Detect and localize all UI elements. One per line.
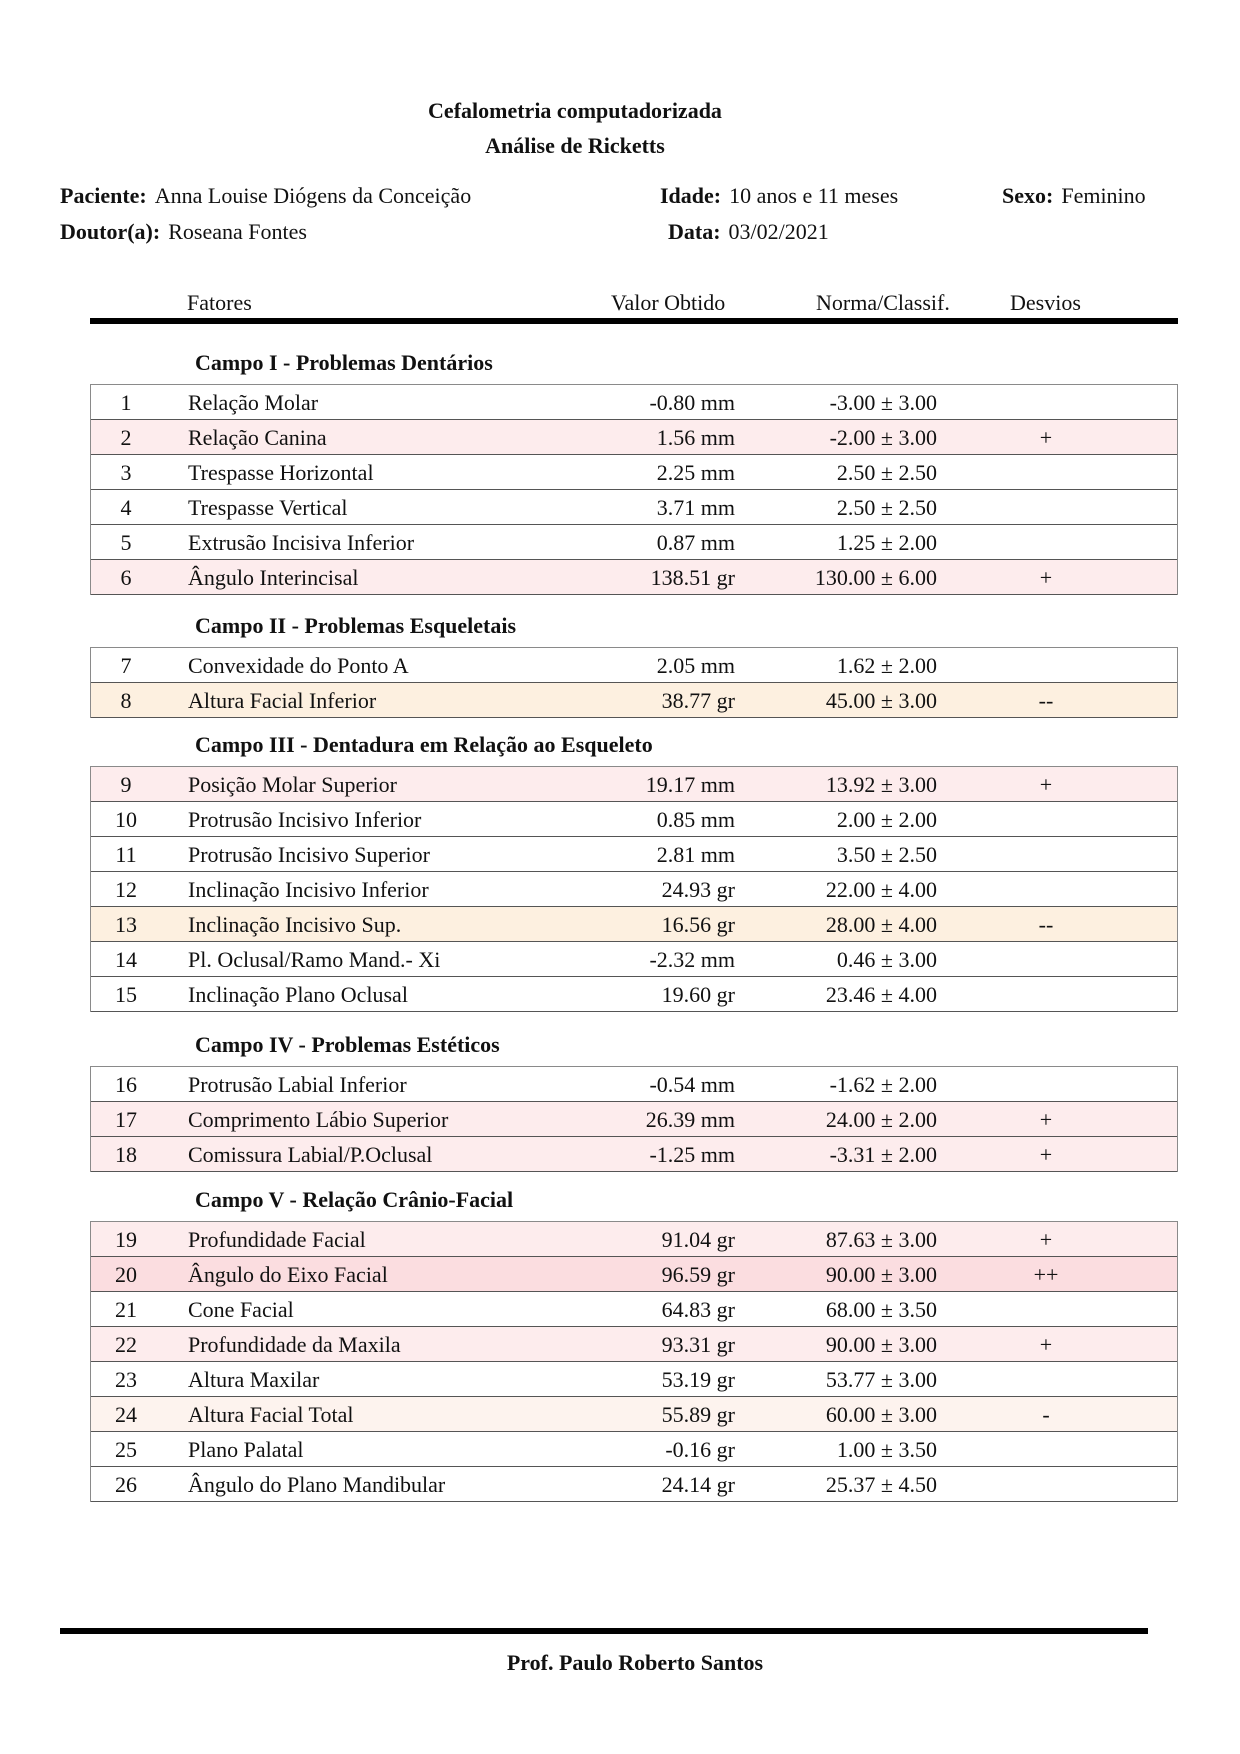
table-row bbox=[91, 907, 1177, 942]
table-row bbox=[91, 683, 1177, 718]
section-table bbox=[90, 766, 1178, 1012]
row-number: 11 bbox=[115, 842, 137, 867]
factor-name: Inclinação Plano Oclusal bbox=[188, 982, 408, 1007]
deviation-value: ++ bbox=[1033, 1262, 1059, 1287]
norm-value: 3.50 ± 2.50 bbox=[836, 842, 937, 867]
table-row bbox=[91, 767, 1177, 802]
table-row bbox=[91, 1257, 1177, 1292]
obtained-value: 16.56 gr bbox=[661, 912, 735, 937]
obtained-value: 2.05 mm bbox=[656, 653, 735, 678]
obtained-value: 0.85 mm bbox=[656, 807, 735, 832]
row-number: 17 bbox=[115, 1107, 137, 1132]
norm-value: 2.50 ± 2.50 bbox=[836, 495, 937, 520]
row-number: 9 bbox=[120, 772, 132, 797]
norm-value: 68.00 ± 3.50 bbox=[825, 1297, 937, 1322]
table-row bbox=[91, 1137, 1177, 1172]
row-number: 4 bbox=[120, 495, 132, 520]
obtained-value: 24.93 gr bbox=[661, 877, 735, 902]
obtained-value: 2.81 mm bbox=[656, 842, 735, 867]
norm-value: 1.62 ± 2.00 bbox=[836, 653, 937, 678]
signature-name: Prof. Paulo Roberto Santos bbox=[506, 1650, 764, 1675]
obtained-value: 1.56 mm bbox=[656, 425, 735, 450]
norm-value: 13.92 ± 3.00 bbox=[825, 772, 937, 797]
section-title: Campo IV - Problemas Estéticos bbox=[195, 1032, 500, 1057]
obtained-value: -0.16 gr bbox=[665, 1437, 735, 1462]
norm-value: 90.00 ± 3.00 bbox=[825, 1262, 937, 1287]
factor-name: Comissura Labial/P.Oclusal bbox=[188, 1142, 433, 1167]
row-number: 23 bbox=[115, 1367, 137, 1392]
row-number: 2 bbox=[120, 425, 132, 450]
factor-name: Cone Facial bbox=[188, 1297, 294, 1322]
obtained-value: 93.31 gr bbox=[661, 1332, 735, 1357]
report-title: Cefalometria computadorizada bbox=[428, 98, 722, 123]
section-title: Campo III - Dentadura em Relação ao Esqueleto bbox=[195, 732, 653, 757]
section-table bbox=[90, 1221, 1178, 1502]
date-label: Data: bbox=[668, 219, 721, 244]
patient-name-field bbox=[60, 183, 471, 209]
row-number: 3 bbox=[120, 460, 132, 485]
table-row bbox=[91, 490, 1177, 525]
obtained-value: -0.54 mm bbox=[649, 1072, 735, 1097]
obtained-value: -0.80 mm bbox=[649, 390, 735, 415]
obtained-value: 138.51 gr bbox=[650, 565, 735, 590]
age-value: 10 anos e 11 meses bbox=[729, 183, 899, 208]
factor-name: Inclinação Incisivo Inferior bbox=[188, 877, 429, 902]
section-title: Campo V - Relação Crânio-Facial bbox=[195, 1187, 514, 1212]
column-header-factors: Fatores bbox=[187, 290, 252, 315]
table-row bbox=[91, 525, 1177, 560]
norm-value: 28.00 ± 4.00 bbox=[825, 912, 937, 937]
date-value: 03/02/2021 bbox=[728, 219, 829, 244]
header-divider bbox=[90, 318, 1178, 324]
table-row bbox=[91, 802, 1177, 837]
row-number: 16 bbox=[115, 1072, 137, 1097]
table-row bbox=[91, 837, 1177, 872]
obtained-value: 53.19 gr bbox=[661, 1367, 735, 1392]
row-number: 5 bbox=[120, 530, 132, 555]
deviation-value: + bbox=[1039, 1227, 1053, 1252]
factor-name: Profundidade da Maxila bbox=[188, 1332, 401, 1357]
date-field bbox=[668, 219, 829, 245]
column-header-deviation: Desvios bbox=[1010, 290, 1081, 315]
row-number: 1 bbox=[120, 390, 132, 415]
doctor-field bbox=[60, 219, 307, 245]
row-number: 25 bbox=[115, 1437, 137, 1462]
section-title: Campo I - Problemas Dentários bbox=[195, 350, 493, 375]
deviation-value: + bbox=[1039, 1107, 1053, 1132]
deviation-value: + bbox=[1039, 772, 1053, 797]
sex-field bbox=[1002, 183, 1146, 209]
age-label: Idade: bbox=[660, 183, 722, 208]
deviation-value: -- bbox=[1038, 688, 1054, 713]
row-number: 22 bbox=[115, 1332, 137, 1357]
norm-value: 22.00 ± 4.00 bbox=[825, 877, 937, 902]
row-number: 13 bbox=[115, 912, 137, 937]
obtained-value: -2.32 mm bbox=[649, 947, 735, 972]
factor-name: Convexidade do Ponto A bbox=[188, 653, 409, 678]
sex-label: Sexo: bbox=[1002, 183, 1054, 208]
deviation-value: -- bbox=[1038, 912, 1054, 937]
row-number: 14 bbox=[115, 947, 137, 972]
table-row bbox=[91, 872, 1177, 907]
table-row bbox=[91, 385, 1177, 420]
obtained-value: 24.14 gr bbox=[661, 1472, 735, 1497]
doctor-name: Roseana Fontes bbox=[168, 219, 307, 244]
table-row bbox=[91, 977, 1177, 1012]
factor-name: Protrusão Labial Inferior bbox=[188, 1072, 407, 1097]
doctor-label: Doutor(a): bbox=[60, 219, 161, 244]
norm-value: 53.77 ± 3.00 bbox=[825, 1367, 937, 1392]
table-row bbox=[91, 560, 1177, 595]
factor-name: Altura Facial Inferior bbox=[188, 688, 377, 713]
factor-name: Ângulo do Eixo Facial bbox=[188, 1262, 388, 1287]
row-number: 19 bbox=[115, 1227, 137, 1252]
factor-name: Profundidade Facial bbox=[188, 1227, 366, 1252]
norm-value: 90.00 ± 3.00 bbox=[825, 1332, 937, 1357]
table-row bbox=[91, 1102, 1177, 1137]
deviation-value: + bbox=[1039, 1142, 1053, 1167]
row-number: 6 bbox=[120, 565, 132, 590]
obtained-value: 64.83 gr bbox=[661, 1297, 735, 1322]
factor-name: Plano Palatal bbox=[188, 1437, 304, 1462]
obtained-value: 26.39 mm bbox=[645, 1107, 735, 1132]
factor-name: Pl. Oclusal/Ramo Mand.- Xi bbox=[188, 947, 441, 972]
report-subtitle: Análise de Ricketts bbox=[485, 133, 665, 158]
norm-value: 2.00 ± 2.00 bbox=[836, 807, 937, 832]
row-number: 24 bbox=[115, 1402, 137, 1427]
norm-value: 2.50 ± 2.50 bbox=[836, 460, 937, 485]
row-number: 21 bbox=[115, 1297, 137, 1322]
row-number: 20 bbox=[115, 1262, 137, 1287]
section-table bbox=[90, 384, 1178, 595]
norm-value: 0.46 ± 3.00 bbox=[836, 947, 937, 972]
norm-value: 23.46 ± 4.00 bbox=[825, 982, 937, 1007]
obtained-value: 55.89 gr bbox=[661, 1402, 735, 1427]
sex-value: Feminino bbox=[1061, 183, 1146, 208]
table-row bbox=[91, 420, 1177, 455]
obtained-value: 0.87 mm bbox=[656, 530, 735, 555]
table-row bbox=[91, 1222, 1177, 1257]
table-row bbox=[91, 1467, 1177, 1502]
norm-value: 1.25 ± 2.00 bbox=[836, 530, 937, 555]
norm-value: 87.63 ± 3.00 bbox=[825, 1227, 937, 1252]
section-table bbox=[90, 647, 1178, 718]
deviation-value: - bbox=[1042, 1402, 1050, 1427]
table-row bbox=[91, 1432, 1177, 1467]
deviation-value: + bbox=[1039, 565, 1053, 590]
signature-line bbox=[60, 1628, 1148, 1634]
row-number: 8 bbox=[120, 688, 132, 713]
table-row bbox=[91, 1067, 1177, 1102]
factor-name: Trespasse Horizontal bbox=[188, 460, 374, 485]
norm-value: -3.00 ± 3.00 bbox=[829, 390, 937, 415]
row-number: 10 bbox=[115, 807, 137, 832]
patient-label: Paciente: bbox=[60, 183, 147, 208]
table-row bbox=[91, 1292, 1177, 1327]
factor-name: Trespasse Vertical bbox=[188, 495, 348, 520]
factor-name: Protrusão Incisivo Inferior bbox=[188, 807, 422, 832]
obtained-value: 91.04 gr bbox=[661, 1227, 735, 1252]
obtained-value: 19.60 gr bbox=[661, 982, 735, 1007]
obtained-value: 19.17 mm bbox=[645, 772, 735, 797]
column-header-value: Valor Obtido bbox=[611, 290, 726, 315]
table-row bbox=[91, 1397, 1177, 1432]
table-row bbox=[91, 1362, 1177, 1397]
row-number: 18 bbox=[115, 1142, 137, 1167]
row-number: 12 bbox=[115, 877, 137, 902]
norm-value: 45.00 ± 3.00 bbox=[825, 688, 937, 713]
row-number: 7 bbox=[120, 653, 132, 678]
obtained-value: -1.25 mm bbox=[649, 1142, 735, 1167]
norm-value: -2.00 ± 3.00 bbox=[829, 425, 937, 450]
norm-value: 130.00 ± 6.00 bbox=[814, 565, 937, 590]
section-title: Campo II - Problemas Esqueletais bbox=[195, 613, 517, 638]
obtained-value: 3.71 mm bbox=[656, 495, 735, 520]
column-header-norm: Norma/Classif. bbox=[816, 290, 950, 315]
factor-name: Comprimento Lábio Superior bbox=[188, 1107, 449, 1132]
factor-name: Altura Facial Total bbox=[188, 1402, 354, 1427]
norm-value: 60.00 ± 3.00 bbox=[825, 1402, 937, 1427]
obtained-value: 2.25 mm bbox=[656, 460, 735, 485]
norm-value: 24.00 ± 2.00 bbox=[825, 1107, 937, 1132]
factor-name: Relação Molar bbox=[188, 390, 319, 415]
section-table bbox=[90, 1066, 1178, 1172]
factor-name: Inclinação Incisivo Sup. bbox=[188, 912, 402, 937]
factor-name: Altura Maxilar bbox=[188, 1367, 320, 1392]
norm-value: -1.62 ± 2.00 bbox=[829, 1072, 937, 1097]
deviation-value: + bbox=[1039, 425, 1053, 450]
factor-name: Posição Molar Superior bbox=[188, 772, 397, 797]
norm-value: 25.37 ± 4.50 bbox=[825, 1472, 937, 1497]
table-row bbox=[91, 455, 1177, 490]
table-row bbox=[91, 942, 1177, 977]
obtained-value: 38.77 gr bbox=[661, 688, 735, 713]
norm-value: -3.31 ± 2.00 bbox=[829, 1142, 937, 1167]
factor-name: Extrusão Incisiva Inferior bbox=[188, 530, 415, 555]
row-number: 15 bbox=[115, 982, 137, 1007]
obtained-value: 96.59 gr bbox=[661, 1262, 735, 1287]
age-field bbox=[660, 183, 898, 209]
factor-name: Ângulo Interincisal bbox=[188, 565, 359, 590]
factor-name: Relação Canina bbox=[188, 425, 327, 450]
norm-value: 1.00 ± 3.50 bbox=[836, 1437, 937, 1462]
table-row bbox=[91, 1327, 1177, 1362]
deviation-value: + bbox=[1039, 1332, 1053, 1357]
factor-name: Ângulo do Plano Mandibular bbox=[188, 1472, 446, 1497]
row-number: 26 bbox=[115, 1472, 137, 1497]
patient-name: Anna Louise Diógens da Conceição bbox=[154, 183, 472, 208]
factor-name: Protrusão Incisivo Superior bbox=[188, 842, 430, 867]
table-row bbox=[91, 648, 1177, 683]
